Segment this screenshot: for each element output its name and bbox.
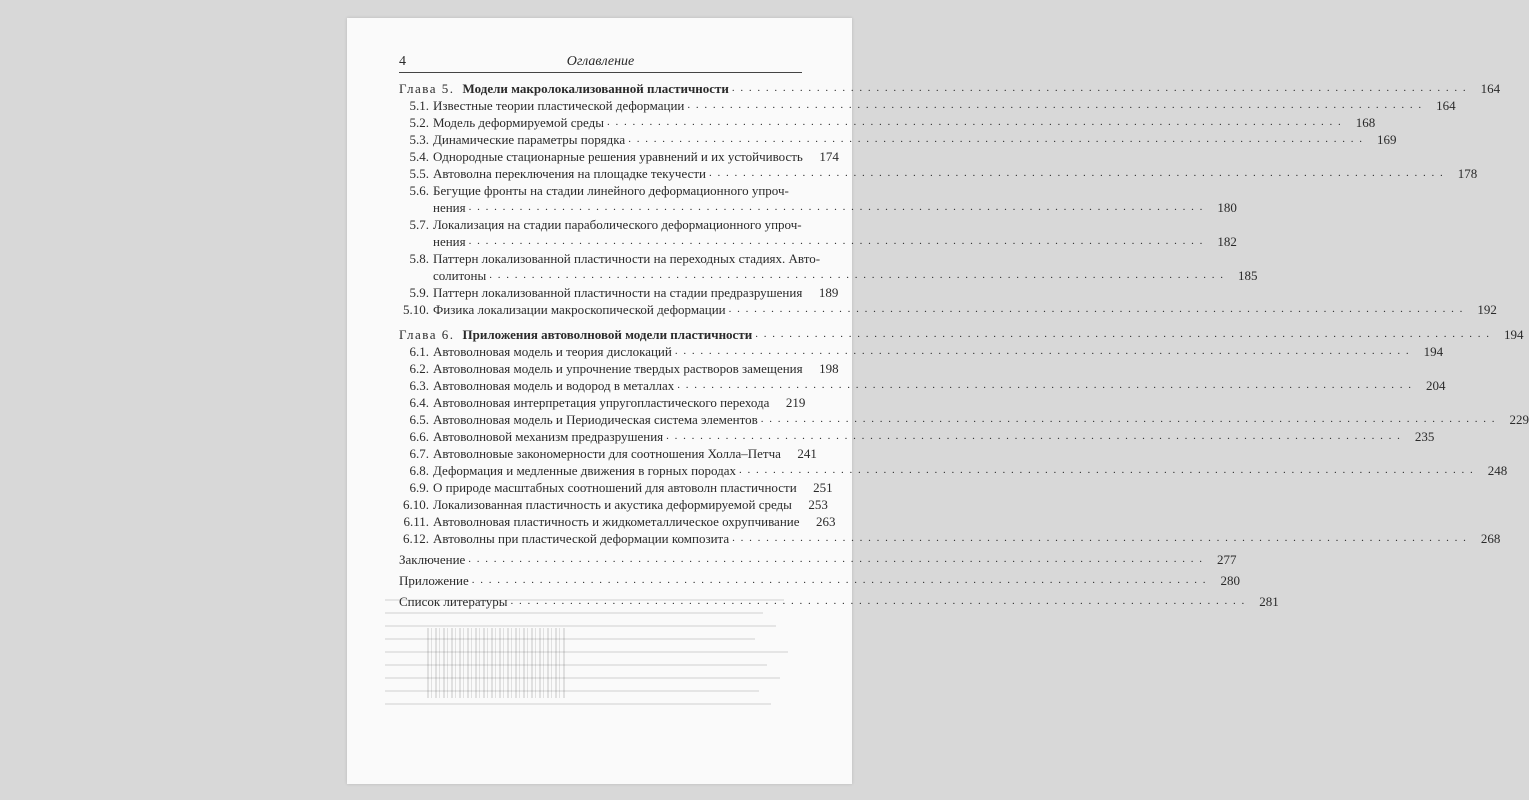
toc-entry: [399, 148, 839, 165]
section-title: Известные теории пластической деформации: [433, 98, 685, 113]
chapter-title: Приложения автоволновой модели пластичности: [462, 327, 753, 342]
toc-entry: [399, 114, 1376, 131]
chapter-label: Глава 5.: [399, 81, 455, 96]
toc-entry: [399, 284, 839, 301]
page-ref: 189: [818, 285, 839, 300]
section-number: 6.11.: [403, 514, 429, 529]
section-number: 5.3.: [409, 132, 429, 147]
toc-entry: [399, 445, 817, 462]
section-title-cont: нения: [433, 234, 466, 249]
back-matter-title: Заключение: [399, 552, 466, 567]
section-title: Автоволны при пластической деформации композита: [433, 531, 730, 546]
page-ref: 174: [819, 149, 839, 164]
section-number: 6.10.: [403, 497, 429, 512]
running-header: [399, 52, 802, 73]
toc-entry: [399, 530, 1501, 547]
toc-entry: [399, 131, 1397, 148]
page-ref: 280: [1220, 573, 1241, 588]
page-ref: 253: [808, 497, 828, 512]
page-ref: 194: [1503, 327, 1524, 342]
section-number: 6.7.: [409, 446, 429, 461]
section-title: Автоволновые закономерности для соотношения Холла–Петча: [433, 446, 781, 461]
toc-entry: [399, 360, 839, 377]
section-title: Физика локализации макроскопической деформации: [433, 302, 726, 317]
chapter-title: Модели макролокализованной пластичности: [462, 81, 729, 96]
page-ref: 198: [819, 361, 839, 376]
page-ref: 204: [1426, 378, 1446, 393]
page-ref: 263: [816, 514, 836, 529]
page-ref: 164: [1436, 98, 1456, 113]
section-title: Локализация на стадии параболического деформационного упроч-: [433, 217, 802, 232]
section-number: 5.6.: [409, 183, 429, 198]
section-title: Динамические параметры порядка: [433, 132, 626, 147]
section-title: Автоволновая модель и упрочнение твердых растворов замещения: [433, 361, 803, 376]
page-ref: 164: [1480, 81, 1501, 96]
toc-chapter-6: [399, 326, 1524, 343]
section-number: 5.9.: [409, 285, 429, 300]
back-matter-title: Приложение: [399, 573, 469, 588]
page-ref: 268: [1480, 531, 1501, 546]
book-page: [347, 18, 1529, 784]
running-title: Оглавление: [566, 54, 635, 69]
page-ref: 185: [1238, 268, 1258, 283]
section-number: 5.7.: [409, 217, 429, 232]
section-title: О природе масштабных соотношений для автоволн пластичности: [433, 480, 797, 495]
page-ref: 235: [1414, 429, 1435, 444]
page-ref: 229: [1509, 412, 1529, 427]
toc-entry: [399, 411, 1529, 428]
toc-chapter-5: [399, 80, 1501, 97]
section-number: 6.12.: [403, 531, 429, 546]
section-number: 5.4.: [409, 149, 429, 164]
toc-entry: [399, 428, 1435, 445]
section-title: Автоволновая модель и теория дислокаций: [433, 344, 672, 359]
section-number: 6.3.: [409, 378, 429, 393]
section-title: Бегущие фронты на стадии линейного деформационного упроч-: [433, 183, 789, 198]
section-title: Локализованная пластичность и акустика деформируемой среды: [433, 497, 792, 512]
section-title: Паттерн локализованной пластичности на стадии предразрушения: [433, 285, 803, 300]
back-matter-title: Список литературы: [399, 594, 508, 609]
section-number: 6.8.: [409, 463, 429, 478]
toc-entry: [399, 182, 1237, 216]
page-ref: 219: [785, 395, 806, 410]
table-of-contents: [399, 80, 1529, 610]
page-ref: 192: [1477, 302, 1497, 317]
section-title-cont: нения: [433, 200, 466, 215]
section-title: Деформация и медленные движения в горных породах: [433, 463, 737, 478]
section-number: 5.8.: [409, 251, 429, 266]
section-number: 5.10.: [403, 302, 429, 317]
section-title: Автоволновая интерпретация упругопластического перехода: [433, 395, 770, 410]
section-title: Автоволна переключения на площадке текучести: [433, 166, 706, 181]
toc-entry: [399, 394, 806, 411]
toc-back-matter: [399, 568, 1241, 589]
section-number: 6.6.: [409, 429, 429, 444]
section-number: 6.9.: [409, 480, 429, 495]
page-number: 4: [399, 54, 406, 69]
section-title: Автоволновой механизм предразрушения: [433, 429, 664, 444]
page-ref: 241: [797, 446, 817, 461]
page-ref: 178: [1457, 166, 1478, 181]
section-title: Автоволновая пластичность и жидкометаллическое охрупчивание: [433, 514, 800, 529]
section-title: Паттерн локализованной пластичности на переходных стадиях. Авто-: [433, 251, 821, 266]
toc-entry: [399, 165, 1478, 182]
page-ref: 169: [1376, 132, 1397, 147]
page-ref: 248: [1487, 463, 1508, 478]
section-number: 5.2.: [409, 115, 429, 130]
toc-entry: [399, 250, 1258, 284]
section-number: 6.2.: [409, 361, 429, 376]
page-ref: 281: [1259, 594, 1279, 609]
section-number: 5.5.: [409, 166, 429, 181]
toc-entry: [399, 377, 1446, 394]
toc-back-matter: [399, 547, 1237, 568]
section-number: 6.4.: [409, 395, 429, 410]
toc-entry: [399, 479, 833, 496]
section-title: Модель деформируемой среды: [433, 115, 604, 130]
section-number: 6.1.: [409, 344, 429, 359]
toc-entry: [399, 496, 828, 513]
chapter-label: Глава 6.: [399, 327, 455, 342]
toc-entry: [399, 343, 1444, 360]
toc-entry: [399, 513, 836, 530]
section-title: Однородные стационарные решения уравнений и их устойчивость: [433, 149, 803, 164]
toc-entry: [399, 216, 1237, 250]
page-ref: 194: [1423, 344, 1444, 359]
section-number: 6.5.: [409, 412, 429, 427]
show-through-barcode: [427, 628, 567, 698]
section-title: Автоволновая модель и Периодическая система элементов: [433, 412, 758, 427]
section-title-cont: солитоны: [433, 268, 487, 283]
toc-entry: [399, 301, 1497, 318]
page-ref: 180: [1217, 200, 1237, 215]
page-ref: 277: [1217, 552, 1237, 567]
toc-entry: [399, 97, 1456, 114]
page-ref: 168: [1355, 115, 1376, 130]
page-ref: 182: [1217, 234, 1237, 249]
section-title: Автоволновая модель и водород в металлах: [433, 378, 675, 393]
section-number: 5.1.: [409, 98, 429, 113]
page-ref: 251: [813, 480, 833, 495]
toc-entry: [399, 462, 1508, 479]
